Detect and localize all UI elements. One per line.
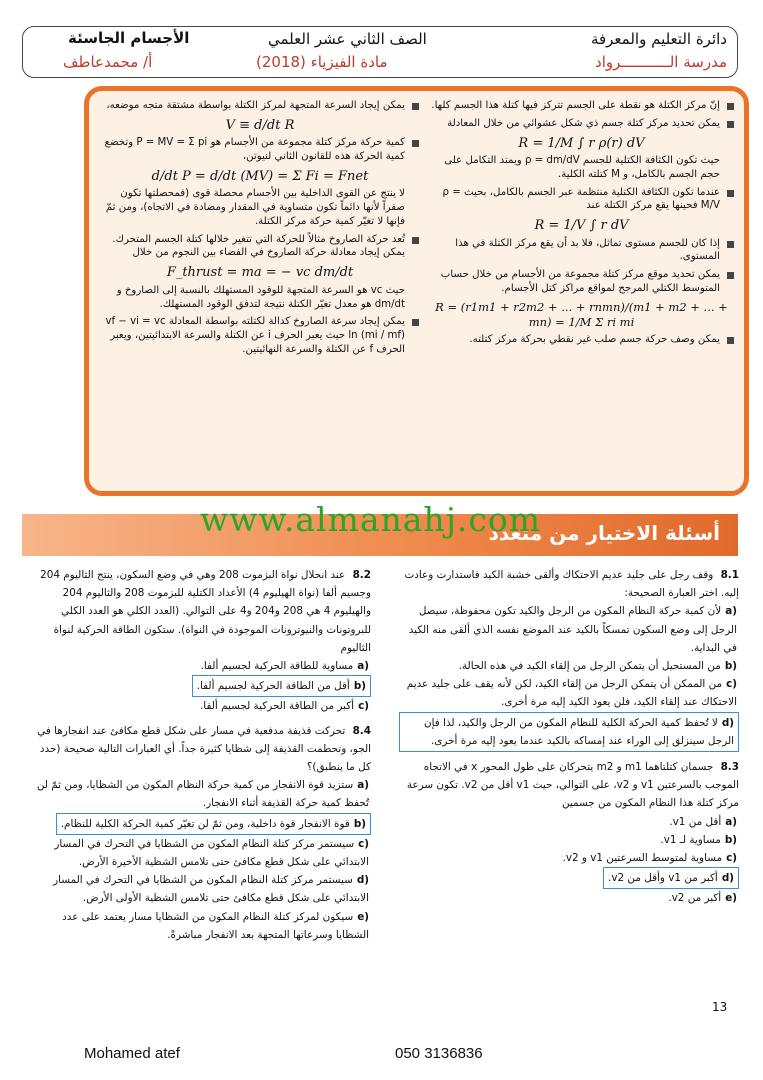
option-text: سيستمر مركز كتلة النظام المكون من الشظايا في التحرك في المسار الابتدائي على شكل قطع مكافئ حتى تلامس الشظية الأولى الأرض. [53,874,369,905]
option-letter: a) [725,815,737,828]
watermark: www.almanahj.com [200,500,542,539]
summary-box [84,86,749,496]
grade-label: الصف الثاني عشر العلمي [268,30,427,48]
answer-option-selected[interactable] [399,712,739,752]
answer-option[interactable] [26,657,371,675]
answer-option[interactable] [399,889,739,907]
summary-point: يمكن إيجاد سرعة الصاروخ كدالة لكتلته بواسطة المعادلة vf − vi = vc ln (mi / mf) حيث يعبر الحرف i عن الكتلة والسرعة الابتدائيتين، ويعبر الحرف f عن الكتلة والسرعة النهائيتين. [101,315,419,356]
school-label: مدرسة الـــــــــــرواد [595,53,727,71]
question-number: 8.3 [720,761,739,774]
answer-option[interactable] [26,908,371,944]
answer-option[interactable] [26,776,371,812]
answer-option[interactable] [26,697,371,715]
equation: R = (r1m1 + r2m2 + ... + rnmn)/(m1 + m2 + ... + mn) = 1/M Σ ri mi [435,299,728,330]
option-letter: a) [357,779,369,792]
option-text: مساوية للطاقة الحركية لجسيم ألفا. [200,660,354,673]
summary-point: عندما تكون الكثافة الكتلية منتظمة عبر الجسم بالكامل، بحيث ρ = M/V فحينها يقع مركز الكتلة عند [429,186,734,214]
option-text: سيستمر مركز كتلة النظام المكون من الشظايا في التحرك في المسار الابتدائي على شكل قطع مكافئ حتى تلامس الشظية الأخيرة الأرض. [54,837,369,869]
option-text: أكبر من الطاقة الحركية لجسيم ألفا. [199,700,355,713]
answer-option[interactable] [399,849,739,867]
answer-option[interactable] [26,835,371,871]
option-text: أكبر من v2. [668,892,722,905]
answer-option[interactable] [399,831,739,849]
option-text: لأن كمية حركة النظام المكون من الرجل والكيد تكون محفوظة، سيصل الرجل إلى وضع السكون تمسكاً بالكيد عند الموضع نفسه الذي ألقى منه الكيد في البداية. [408,605,737,654]
page-number: 13 [712,1000,728,1014]
summary-point: إنّ مركز الكتلة هو نقطة على الجسم تتركز فيها كتلة هذا الجسم كلها. [429,99,734,113]
question [26,566,371,716]
answer-option[interactable] [399,602,739,657]
summary-point: تُعد حركة الصاروخ مثالاً للحركة التي تتغير خلالها كتلة الجسم المتحرك. يمكن إيجاد معادلة حركة الصاروخ في الفضاء بين النجوم من خلال [101,233,419,261]
option-text: من المستحيل أن يتمكن الرجل من إلقاء الكيد في هذه الحالة. [458,660,721,673]
option-text: ستزيد قوة الانفجار من كمية حركة النظام المكون من الشظايا، ومن ثمّ لن تُحفظ كمية حركة القذيفة أثناء الانفجار. [36,779,369,810]
answer-option[interactable] [399,657,739,675]
summary-point: يمكن تحديد مركز كتلة جسم ذي شكل عشوائي من خلال المعادلة [429,117,734,131]
question-stem: عند انحلال نواة البزموت 208 وهي في وضع السكون، ينتج الثاليوم 204 وجسيم ألفا (نواة الهيليوم 4) الأعداد الكتلية للبزموت 208 والثاليوم 204 والهيليوم 4 هي 208 و204 و4 على التوالي. (العدد الكلي هو العدد الكلي للبروتونات والنيوترونات الموجودة في النواة). ستكون الطاقة الحركية لنواة الثاليوم [40,569,371,654]
answer-option[interactable] [399,675,739,711]
option-letter: e) [725,892,737,905]
option-letter: b) [353,817,366,830]
question-number: 8.1 [720,569,739,581]
answer-option-selected[interactable] [56,813,371,835]
answer-option[interactable] [399,813,739,831]
equation: F_thrust = ma = − vc dm/dt [166,265,354,281]
question [26,722,371,944]
question-number: 8.4 [352,724,371,737]
section-title: أسئلة الاختيار من متعدد [488,521,720,545]
option-letter: b) [724,660,737,673]
teacher-label: أ/ محمدعاطف [63,53,153,71]
summary-right-column [429,99,734,351]
page-header [22,26,738,78]
option-letter: b) [353,680,366,693]
summary-left-column [101,99,419,361]
summary-point: كمية حركة مركز كتلة مجموعة من الأجسام هو P = MV = Σ pi وتخضع كمية الحركة هذه للقانون الثاني لنيوتن، [101,136,419,164]
questions-left-column [26,566,371,950]
option-letter: b) [724,833,737,846]
option-text: أقل من v1. [669,815,722,828]
question-stem: جسمان كتلتاهما m1 و m2 يتحركان على طول المحور x في الاتجاه الموجب بالسرعتين v1 و v2، على التوالي، حيث v1 أقل من v2. تكون سرعة مركز كتلة هذا النظام المكون من جسمين [406,761,739,810]
question-stem: وقف رجل على جليد عديم الاحتكاك وألقى خشبة الكيد فاستدارت وعادت إليه. اختر العبارة الصحيحة: [404,569,739,600]
unit-label: الأجسام الجاسئة [68,29,190,47]
question-stem: تحركت قذيفة مدفعية في مسار على شكل قطع مكافئ عند انفجارها في الجو، وتحطمت القذيفة إلى شظايا كثيرة جداً. أي العبارات التالية صحيحة (حدد كل ما ينطبق)؟ [37,724,371,774]
answer-option-selected[interactable] [192,675,371,697]
equation: V ≡ d/dt R [225,117,295,133]
equation: R = 1/V ∫ r dV [534,218,629,234]
summary-point: يمكن إيجاد السرعة المتجهة لمركز الكتلة بواسطة مشتقة متجه موضعه، [101,99,419,113]
option-text: أقل من الطاقة الحركية لجسيم ألفا. [196,680,350,693]
option-letter: a) [725,605,737,618]
option-text: مساوية لـ v1. [660,833,721,846]
answer-option[interactable] [26,871,371,907]
summary-point: يمكن وصف حركة جسم صلب غير نقطي بحركة مركز كتلته. [429,333,734,347]
questions-right-column [399,566,739,914]
summary-text: لا ينتج عن القوى الداخلية بين الأجسام محصلة قوى (فمحصلتها تكون صفراً لأنها دائماً تكون متساوية في المقدار ومضادة في الاتجاه)، ومن ثمّ فإنها لا تغيّر كمية حركة مركز الكتلة. [105,188,405,227]
option-text: من الممكن أن يتمكن الرجل من إلقاء الكيد، لكن لأنه يقف على جليد عديم الاحتكاك عند إلقاء الكيد، فلن يعود الكيد إليه مرة أخرى. [406,678,737,709]
author-name: Mohamed atef [84,1045,180,1062]
question [399,566,739,752]
option-letter: c) [358,837,369,850]
summary-text: حيث تكون الكثافة الكتلية للجسم ρ = dm/dV ويمتد التكامل على حجم الجسم بالكامل، و M كتلته الكلية. [444,155,720,180]
option-letter: d) [721,872,734,885]
option-text: أكبر من v1 وأقل من v2. [608,872,718,885]
option-letter: c) [358,700,369,713]
option-text: قوة الانفجار قوة داخلية، ومن ثمّ لن تغيّر كمية الحركة الكلية للنظام. [60,817,350,830]
option-letter: d) [356,874,369,887]
summary-point: إذا كان للجسم مستوى تماثل، فلا بد أن يقع مركز الكتلة في هذا المستوى. [429,237,734,265]
option-letter: d) [721,716,734,729]
option-letter: e) [357,910,369,923]
subject-label: مادة الفيزياء (2018) [256,53,388,71]
option-letter: c) [726,852,737,865]
directorate-label: دائرة التعليم والمعرفة [590,30,727,48]
author-phone: 050 3136836 [395,1045,483,1062]
question-number: 8.2 [352,569,371,581]
option-text: سيكون لمركز كتلة النظام المكون من الشظايا مسار يعتمد على عدد الشظايا وسرعاتها المتجهة بعد الانفجار مباشرةً. [62,910,369,941]
summary-point: يمكن تحديد موقع مركز كتلة مجموعة من الأجسام من خلال حساب المتوسط الكتلي المرجح لمواقع مراكز كتل الأجسام. [429,268,734,296]
option-letter: a) [357,660,369,673]
option-text: مساوية لمتوسط السرعتين v1 و v2. [562,852,723,865]
summary-text: حيث vc هو السرعة المتجهة للوقود المستهلك بالنسبة إلى الصاروخ و dm/dt هو معدل تغيّر الكتلة نتيجة لتدفق الوقود المستهلك. [116,284,405,310]
option-text: لا تُحفظ كمية الحركة الكلية للنظام المكون من الرجل والكيد، لذا فإن الرجل سينزلق إلى الوراء عند إمساكه بالكيد عندما يعود إليه مرة أخرى. [423,716,734,747]
equation: R = 1/M ∫ r ρ(r) dV [518,135,645,151]
equation: d/dt P = d/dt (MV) = Σ Fi = Fnet [151,168,369,184]
option-letter: c) [726,678,737,691]
question [399,758,739,908]
answer-option-selected[interactable] [603,867,739,889]
